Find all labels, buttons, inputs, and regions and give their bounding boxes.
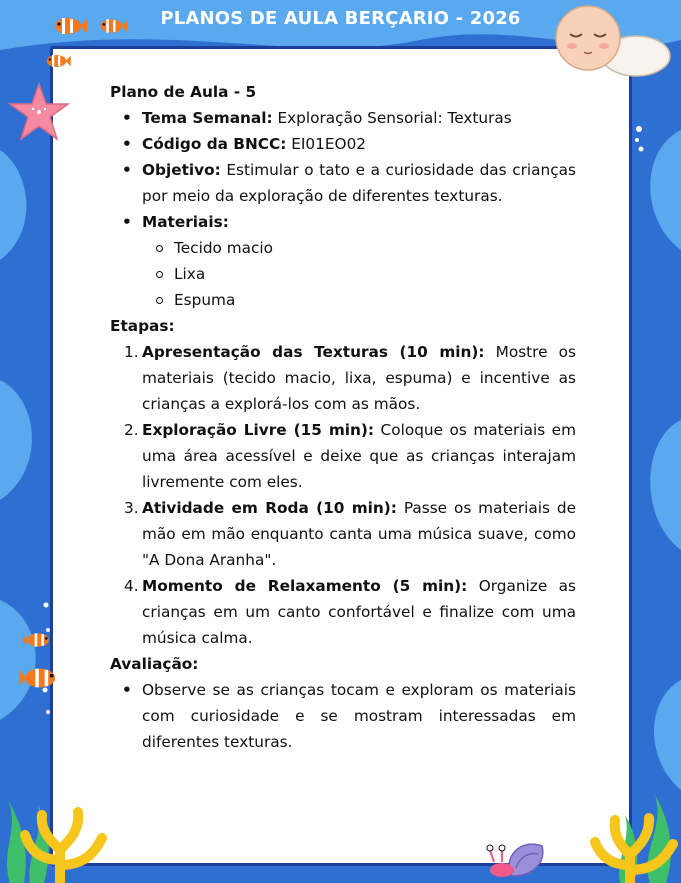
objetivo-label: Objetivo: [142,161,221,179]
coral-icon [575,800,681,883]
objetivo-value: Estimular o tato e a curiosidade das crianças por meio da exploração de diferentes texturas. [142,161,576,205]
step-title: Momento de Relaxamento (5 min): [142,577,468,595]
etapas-heading: Etapas: [110,317,175,335]
step-title: Atividade em Roda (10 min): [142,499,397,517]
step-text: Coloque os materiais em uma área acessível e deixe que as crianças interajam livremente com eles. [142,421,576,491]
clownfish-icon [22,630,54,650]
list-item: Espuma [174,287,576,313]
list-item [124,495,576,573]
coral-icon [10,790,120,883]
list-item [142,131,576,157]
materiais-list [142,235,576,313]
step-title: Exploração Livre (15 min): [142,421,375,439]
list-item: Lixa [174,261,576,287]
list-item [124,339,576,417]
step-number: 4. [124,577,139,595]
materiais-label: Materiais: [142,213,229,231]
step-number: 3. [124,499,139,517]
step-text: Mostre os materiais (tecido macio, lixa, espuma) e incentive as crianças a explorá-los com as mãos. [142,343,576,413]
codigo-label: Código da BNCC: [142,135,287,153]
step-text: Passe os materiais de mão em mão enquanto canta uma música suave, como "A Dona Aranha". [142,499,576,569]
header-title: PLANOS DE AULA BERÇARIO - 2026 [160,8,521,29]
clownfish-icon [98,16,128,36]
tema-value: Exploração Sensorial: Texturas [277,109,512,127]
step-text: Organize as crianças em um canto confortável e finalize com uma música calma. [142,577,576,647]
starfish-icon [8,82,70,142]
plan-info-list [110,105,576,313]
clownfish-icon [44,52,72,70]
list-item [142,209,576,313]
codigo-value: EI01EO02 [291,135,367,153]
sleeping-baby-icon [546,2,674,80]
etapas-list [110,339,576,651]
step-title: Apresentação das Texturas (10 min): [142,343,485,361]
avaliacao-heading: Avaliação: [110,655,199,673]
lesson-content [110,79,576,755]
step-number: 2. [124,421,139,439]
clownfish-icon [18,664,62,692]
step-number: 1. [124,343,139,361]
hermit-crab-icon [482,828,548,880]
tema-label: Tema Semanal: [142,109,273,127]
avaliacao-list [110,677,576,755]
bubbles-icon [632,124,646,154]
plan-heading: Plano de Aula - 5 [110,83,257,101]
list-item [124,573,576,651]
list-item: Tecido macio [174,235,576,261]
clownfish-icon [52,14,88,38]
bubbles-icon [40,600,54,720]
list-item: • Observe se as crianças tocam e exploram os materiais com curiosidade e se mostram interessadas em diferentes texturas. [142,677,576,755]
list-item [142,105,576,131]
list-item [142,157,576,209]
list-item [124,417,576,495]
